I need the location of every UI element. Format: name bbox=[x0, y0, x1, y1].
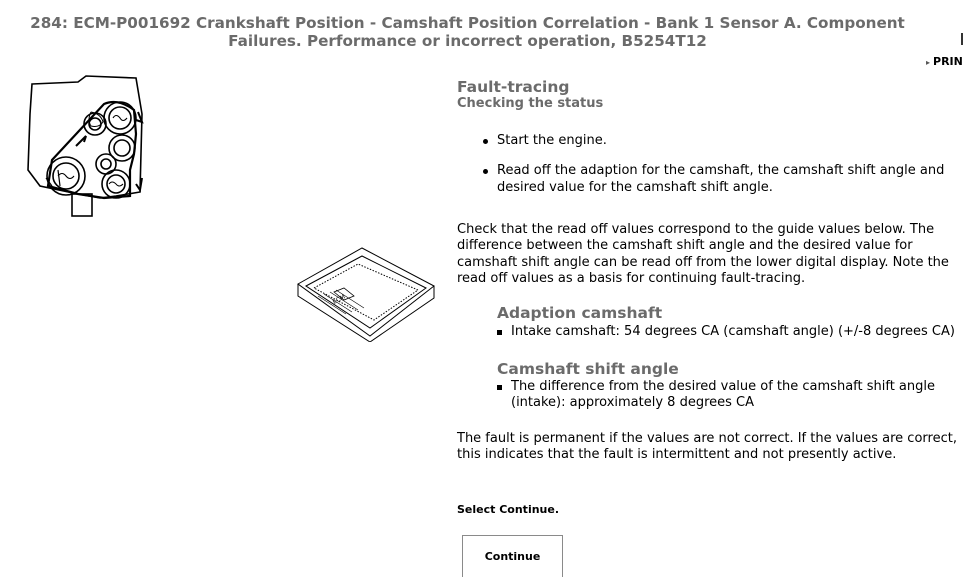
fault-tracing-content bbox=[457, 78, 965, 463]
guide-value-list bbox=[497, 379, 965, 412]
guide-value-group bbox=[497, 304, 965, 340]
print-label: PRIN bbox=[933, 55, 963, 68]
guide-value-heading: Camshaft shift angle bbox=[497, 360, 679, 378]
print-link[interactable] bbox=[926, 55, 963, 68]
guide-value-heading: Adaption camshaft bbox=[497, 304, 663, 322]
guide-value-item: The difference from the desired value of the camshaft shift angle (intake): approximately 8 degrees CA bbox=[497, 379, 965, 412]
control-module-illustration-icon bbox=[294, 244, 438, 342]
page-title-line-1: 284: ECM-P001692 Crankshaft Position - Camshaft Position Correlation - Bank 1 Sensor A. Component bbox=[30, 14, 905, 32]
step-item: Start the engine. bbox=[483, 133, 963, 149]
step-list bbox=[483, 133, 963, 196]
result-note: The fault is permanent if the values are not correct. If the values are correct, this indicates that the fault is intermittent and not presently active. bbox=[457, 431, 957, 463]
svg-text:ECM: ECM bbox=[331, 293, 347, 306]
guide-value-item: Intake camshaft: 54 degrees CA (camshaft angle) (+/-8 degrees CA) bbox=[497, 324, 965, 340]
engine-belt-drive-diagram-icon bbox=[18, 74, 158, 222]
page-title bbox=[0, 14, 935, 50]
section-subheading: Checking the status bbox=[457, 96, 604, 111]
guide-value-group bbox=[497, 360, 965, 412]
page-title-line-2: Failures. Performance or incorrect operation, B5254T12 bbox=[228, 32, 707, 50]
section-heading: Fault-tracing bbox=[457, 78, 570, 96]
step-item: Read off the adaption for the camshaft, the camshaft shift angle and desired value for the camshaft shift angle. bbox=[483, 163, 963, 196]
guide-value-list bbox=[497, 324, 965, 340]
instruction-text: Check that the read off values correspond to the guide values below. The difference between the camshaft shift angle and the desired value for camshaft shift angle can be read off from the lower digital display. Note the read off values as a basis for continuing fault-tracing. bbox=[457, 222, 949, 286]
scroll-edge-marker bbox=[961, 33, 963, 45]
select-continue-note: Select Continue. bbox=[457, 503, 560, 516]
continue-button[interactable]: Continue bbox=[462, 535, 563, 577]
triangle-right-icon: ▸ bbox=[926, 58, 931, 67]
